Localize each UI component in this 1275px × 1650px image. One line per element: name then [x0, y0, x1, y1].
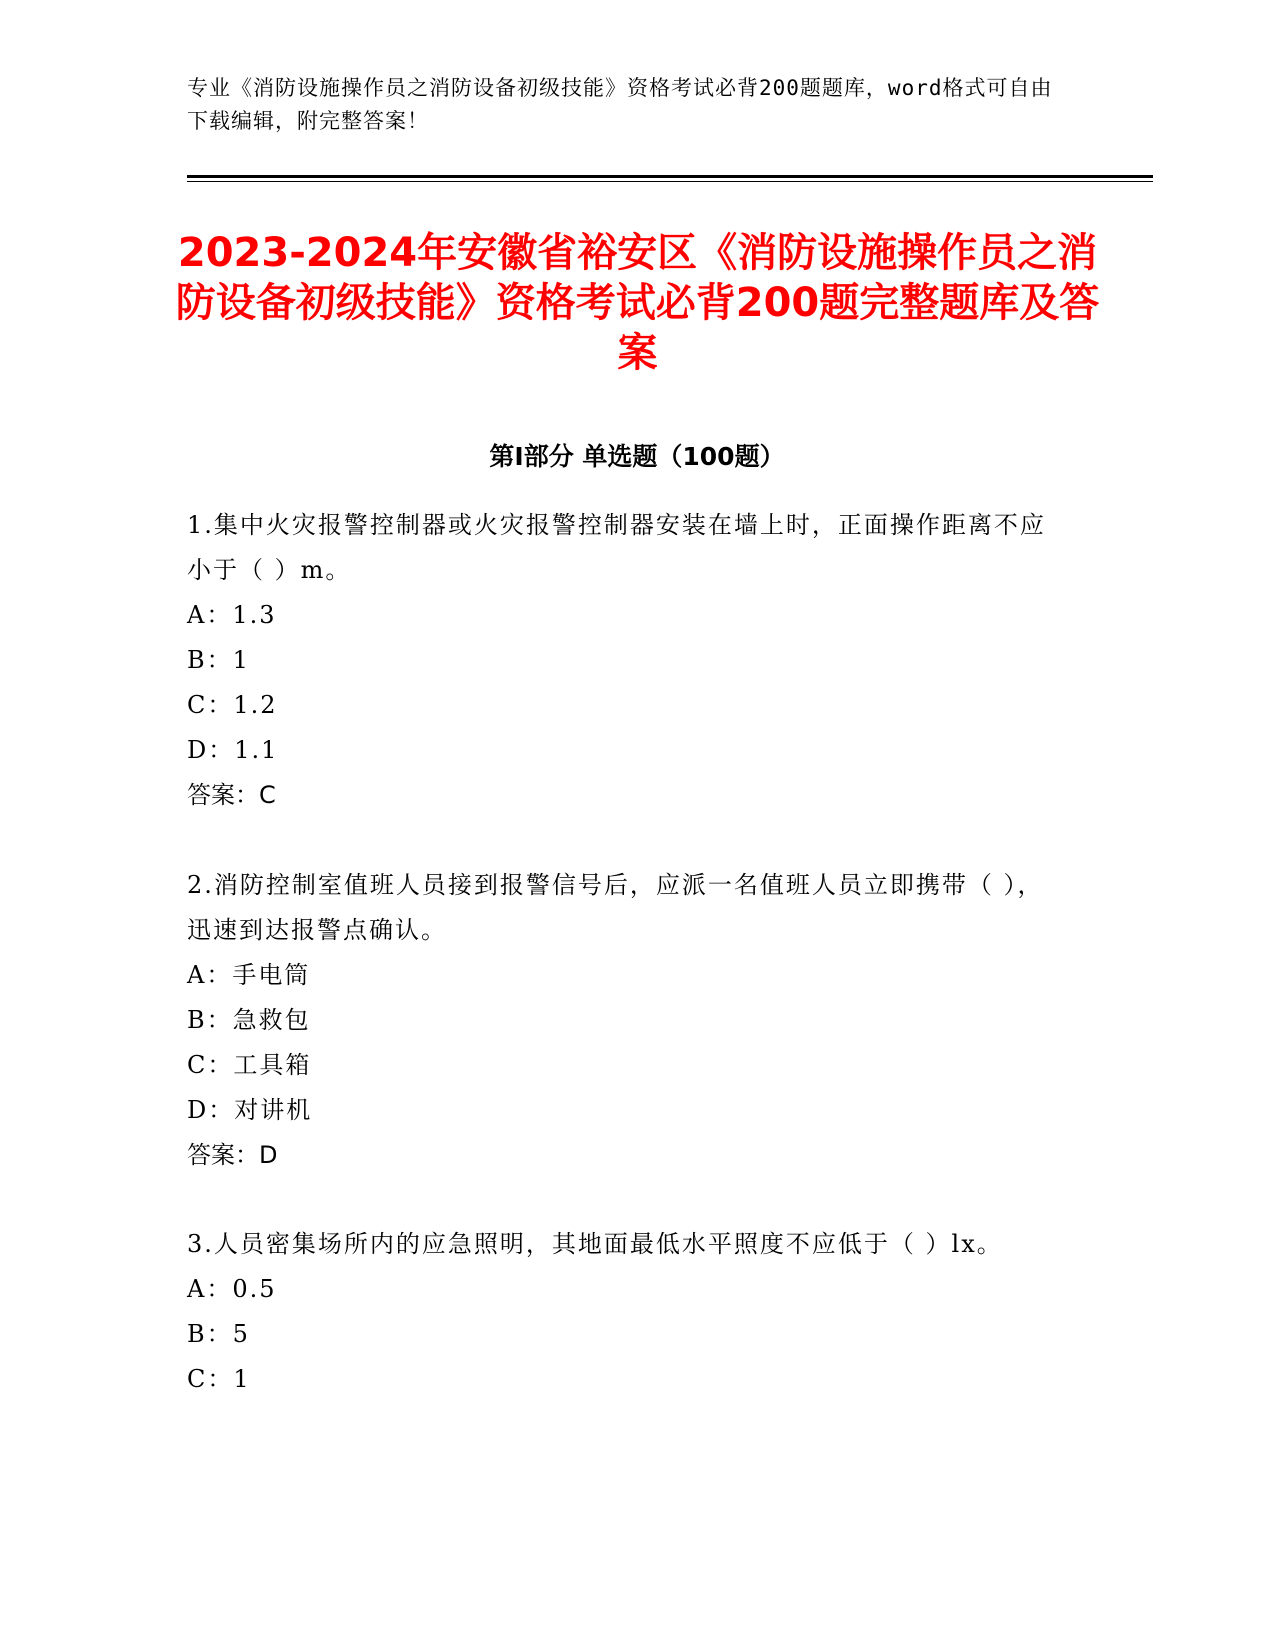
option-b: B：5	[187, 1320, 250, 1348]
option-b: B：1	[187, 646, 250, 674]
option-b: B：急救包	[187, 1006, 311, 1034]
option-a: A：1.3	[187, 601, 277, 629]
option-c: C：1.2	[187, 691, 278, 719]
question-stem: 2.消防控制室值班人员接到报警信号后，应派一名值班人员立即携带（ ），迅速到达报警点确认。	[187, 871, 1044, 944]
answer-line: 答案：C	[187, 781, 276, 809]
header-divider-thin	[187, 181, 1153, 182]
option-a: A：手电筒	[187, 961, 311, 989]
option-c: C：1	[187, 1365, 251, 1393]
option-d: D：1.1	[187, 736, 279, 764]
document-title: 2023-2024年安徽省裕安区《消防设施操作员之消防设备初级技能》资格考试必背200题完整题库及答案	[175, 230, 1100, 376]
question-stem: 3.人员密集场所内的应急照明，其地面最低水平照度不应低于（ ）lx。	[187, 1230, 1003, 1258]
option-c: C：工具箱	[187, 1051, 312, 1079]
question-stem: 1.集中火灾报警控制器或火灾报警控制器安装在墙上时，正面操作距离不应小于（ ）m。	[187, 511, 1046, 584]
question-2	[187, 863, 1067, 1178]
option-d: D：对讲机	[187, 1096, 313, 1124]
header-note: 专业《消防设施操作员之消防设备初级技能》资格考试必背200题题库，word格式可自由下载编辑，附完整答案！	[187, 76, 1053, 133]
answer-line: 答案：D	[187, 1141, 278, 1169]
header-divider-thick	[187, 175, 1153, 178]
section-title: 第Ⅰ部分 单选题（100题）	[489, 442, 785, 471]
option-a: A：0.5	[187, 1275, 277, 1303]
question-3	[187, 1222, 1067, 1402]
question-1	[187, 503, 1067, 818]
